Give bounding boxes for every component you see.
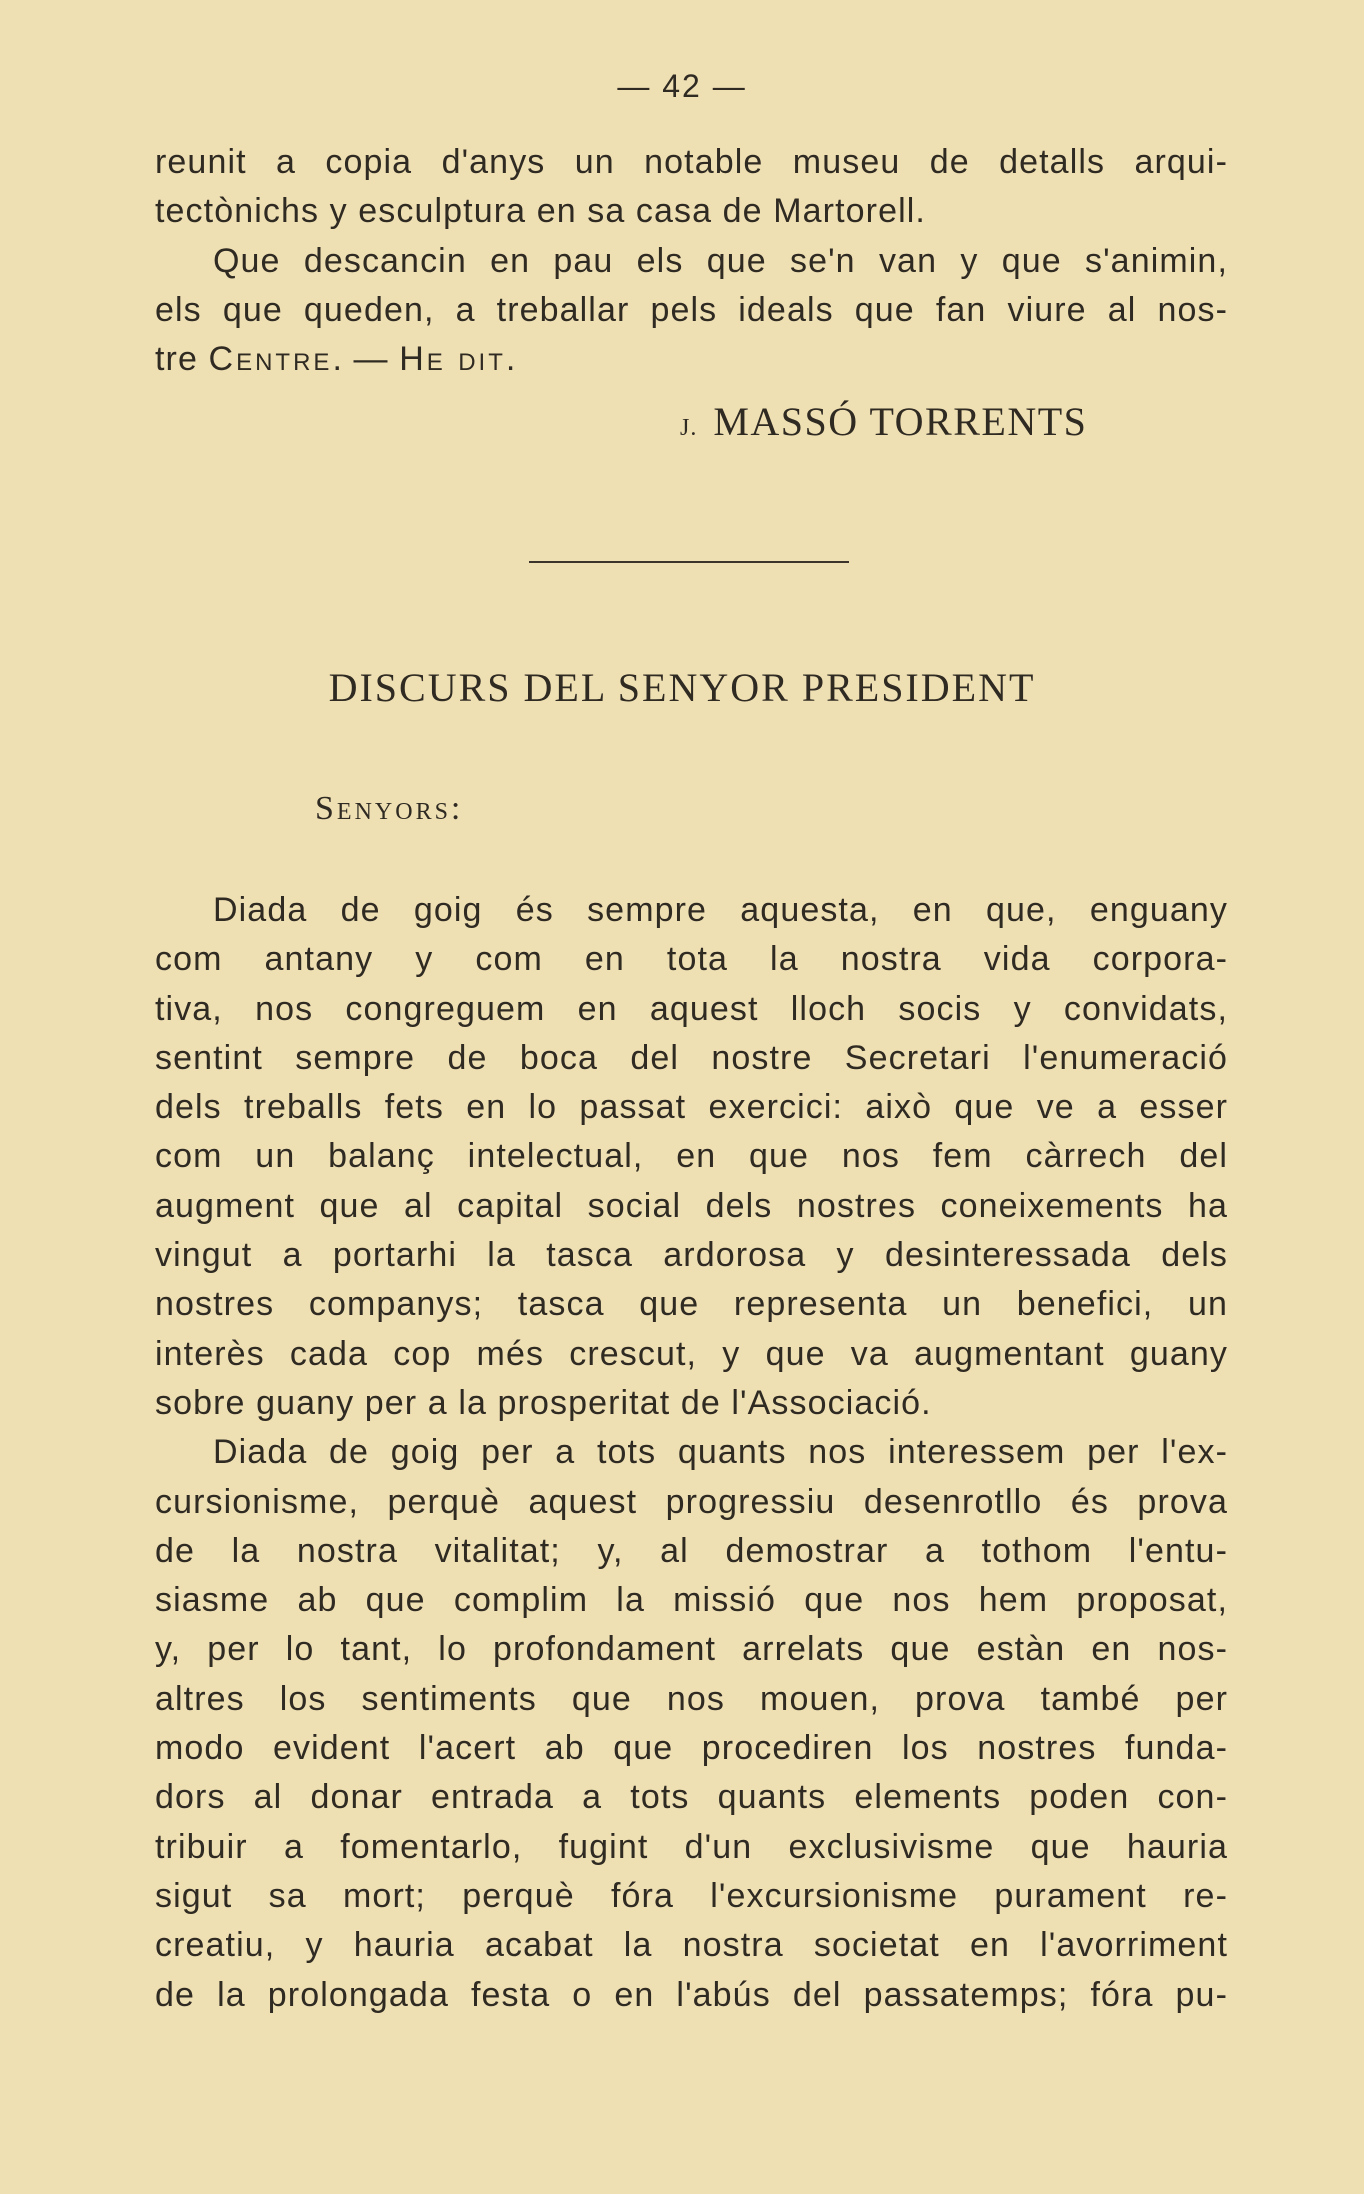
text-line: els que queden, a treballar pels ideals que fan viure al nos-	[155, 290, 1228, 329]
text-line: Diada de goig és sempre aquesta, en que, enguany	[213, 891, 1228, 929]
text-line: de la nostra vitalitat; y, al demostrar a tothom l'entu-	[155, 1531, 1228, 1570]
text-line: sentint sempre de boca del nostre Secretari l'enumeració	[155, 1038, 1228, 1077]
text-line: cursionisme, perquè aquest progressiu desenrotllo és prova	[155, 1482, 1228, 1521]
text-line: com un balanç intelectual, en que nos fem càrrech del	[155, 1137, 1228, 1176]
text-line: sigut sa mort; perquè fóra l'excursionisme purament re-	[155, 1876, 1228, 1915]
text-fragment: . —	[332, 340, 400, 379]
he-dit-small-caps: He dit	[399, 340, 506, 379]
text-fragment: tre	[155, 340, 209, 379]
page-number: — 42 —	[617, 68, 747, 104]
text-line	[155, 335, 1228, 384]
text-line: augment que al capital social dels nostres coneixements ha	[155, 1186, 1228, 1225]
text-line: vingut a portarhi la tasca ardorosa y desinteressada dels	[155, 1236, 1228, 1275]
section-divider	[529, 561, 849, 563]
text-line: Diada de goig per a tots quants nos interessem per l'ex-	[213, 1433, 1228, 1472]
text-line: reunit a copia d'anys un notable museu de detalls arqui-	[155, 143, 1228, 181]
text-line: siasme ab que complim la missió que nos hem proposat,	[155, 1581, 1228, 1620]
text-fragment: .	[505, 340, 517, 379]
text-line: sobre guany per a la prosperitat de l'Associació.	[155, 1383, 932, 1422]
text-line: dels treballs fets en lo passat exercici: això que ve a esser	[155, 1088, 1228, 1127]
signature	[680, 398, 1087, 445]
body-paragraph-1	[155, 886, 1228, 2020]
text-line: altres los sentiments que nos mouen, prova també per	[155, 1679, 1228, 1718]
signature-name: MASSÓ TORRENTS	[713, 399, 1088, 444]
signature-initial: J.	[680, 415, 698, 441]
text-line: nostres companys; tasca que representa un benefici, un	[155, 1285, 1228, 1324]
text-line: tiva, nos congreguem en aquest lloch socis y convidats,	[155, 989, 1228, 1028]
text-line: de la prolongada festa o en l'abús del passatemps; fóra pu-	[155, 1975, 1228, 2014]
text-line: y, per lo tant, lo profondament arrelats que estàn en nos-	[155, 1630, 1228, 1669]
centre-small-caps: Centre	[208, 340, 333, 379]
top-paragraph	[155, 138, 1228, 384]
text-line: modo evident l'acert ab que procediren los nostres funda-	[155, 1729, 1228, 1768]
salutation: Senyors:	[315, 790, 464, 827]
text-line: com antany y com en tota la nostra vida corpora-	[155, 940, 1228, 979]
text-line: dors al donar entrada a tots quants elements poden con-	[155, 1778, 1228, 1817]
text-line: tectònichs y esculptura en sa casa de Martorell.	[155, 192, 926, 231]
text-line: Que descancin en pau els que se'n van y que s'animin,	[213, 241, 1228, 280]
text-line: interès cada cop més crescut, y que va augmentant guany	[155, 1334, 1228, 1373]
text-line: creatiu, y hauria acabat la nostra societat en l'avorriment	[155, 1926, 1228, 1965]
text-line: tribuir a fomentarlo, fugint d'un exclusivisme que hauria	[155, 1827, 1228, 1866]
section-heading: DISCURS DEL SENYOR PRESIDENT	[328, 665, 1036, 710]
